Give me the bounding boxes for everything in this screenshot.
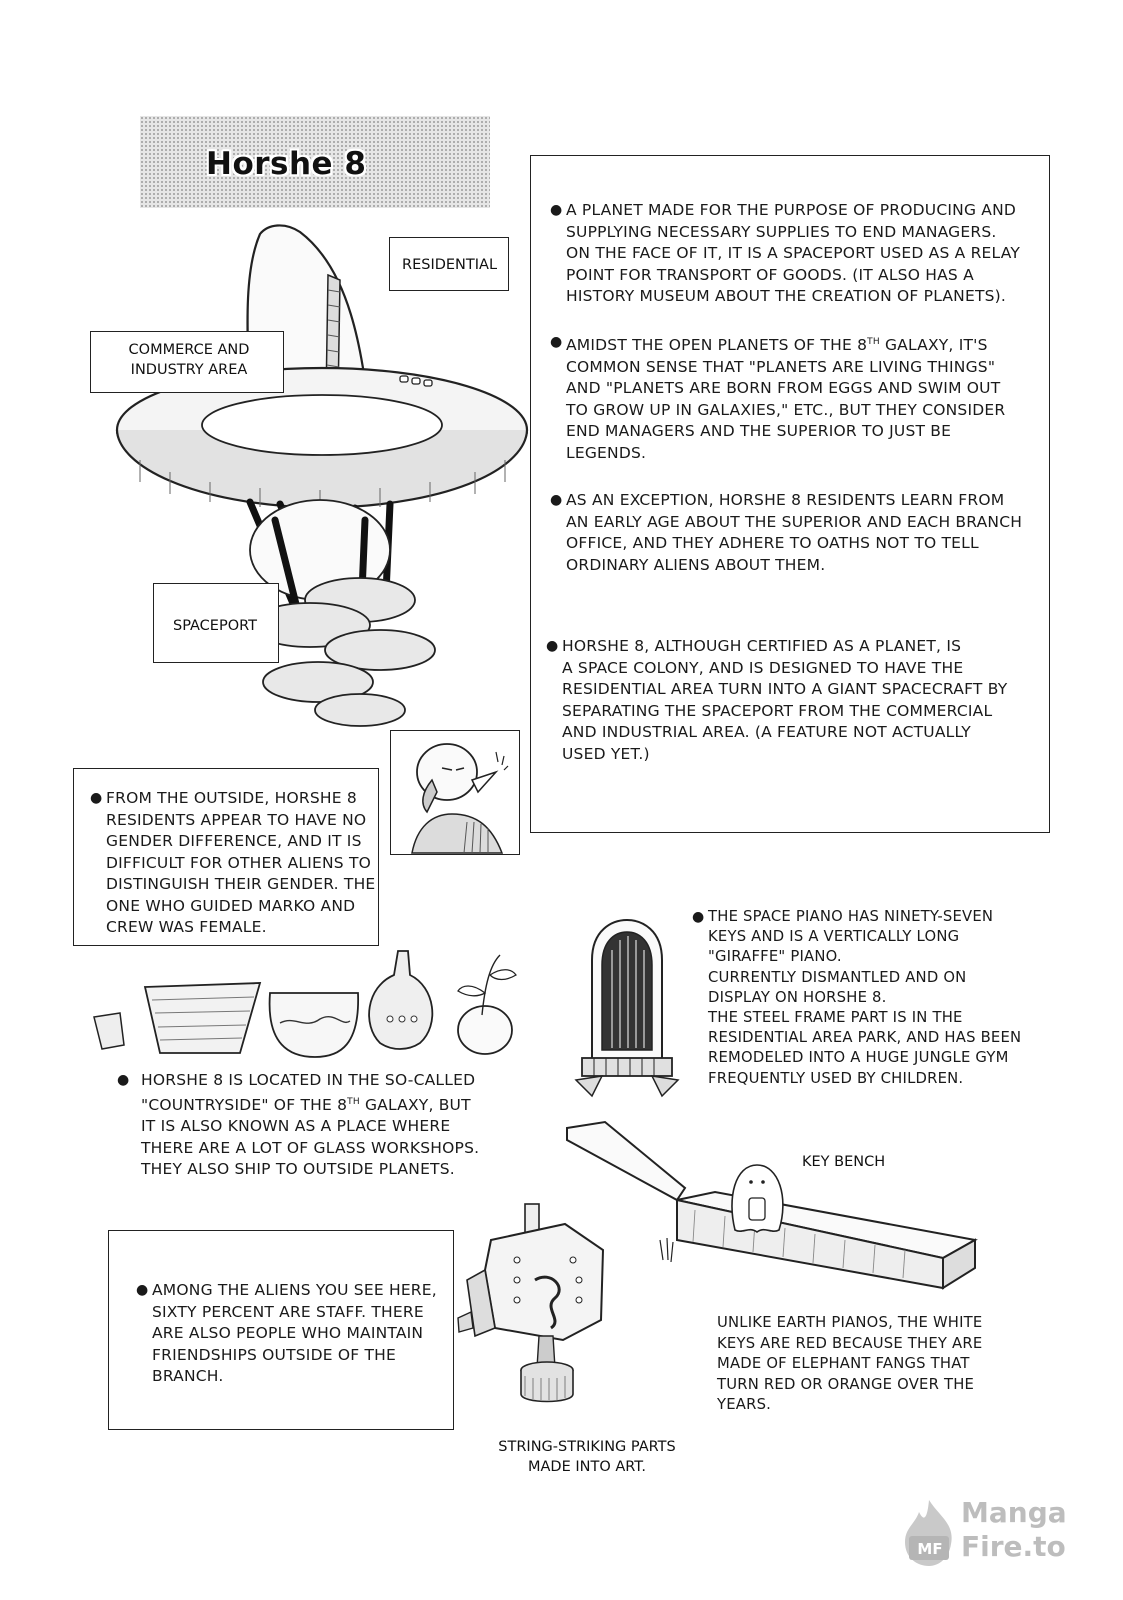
- watermark-line-2: Fire.to: [961, 1530, 1066, 1563]
- alien-character-portrait: [392, 732, 518, 853]
- bullet-dot: ●: [550, 492, 563, 508]
- bullet-dot: ●: [136, 1282, 149, 1298]
- text-line: CREW WAS FEMALE.: [106, 918, 267, 936]
- red-keys-note: [717, 1313, 982, 1416]
- text-line: ARE ALSO PEOPLE WHO MAINTAIN: [152, 1324, 424, 1342]
- text-line: DIFFICULT FOR OTHER ALIENS TO: [106, 853, 372, 872]
- mangafire-watermark: [899, 1498, 1079, 1568]
- text-line: MADE OF ELEPHANT FANGS THAT: [717, 1355, 970, 1372]
- watermark-badge: MF: [917, 1540, 943, 1558]
- text-line: "GIRAFFE" PIANO.: [708, 948, 842, 966]
- page-title: Horshe 8: [206, 146, 367, 182]
- text-line: SUPPLYING NECESSARY SUPPLIES TO END MANAGERS.: [566, 222, 997, 241]
- text-line: AMONG THE ALIENS YOU SEE HERE,: [152, 1281, 437, 1299]
- text-line: AMIDST THE OPEN PLANETS OF THE 8TH GALAXY, IT'S: [566, 336, 988, 355]
- text-line: AND INDUSTRIAL AREA. (A FEATURE NOT ACTUALLY: [562, 723, 971, 741]
- text-line: RESIDENTIAL AREA PARK, AND HAS BEEN: [708, 1029, 1022, 1047]
- space-piano-note: [692, 907, 1022, 1089]
- text-line: HORSHE 8, ALTHOUGH CERTIFIED AS A PLANET, IS: [562, 637, 962, 655]
- key-bench-illustration: [565, 1120, 985, 1300]
- text-line: TO GROW UP IN GALAXIES," ETC., BUT THEY CONSIDER: [566, 400, 1006, 419]
- text-line: REMODELED INTO A HUGE JUNGLE GYM: [708, 1049, 1009, 1067]
- residential-label: RESIDENTIAL: [402, 257, 498, 273]
- text-line: OFFICE, AND THEY ADHERE TO OATHS NOT TO TELL: [566, 534, 979, 552]
- main-bullet-1: [550, 200, 1020, 308]
- commerce-label-line: INDUSTRY AREA: [130, 362, 248, 378]
- text-line: USED YET.): [562, 744, 650, 763]
- string-parts-label-line: MADE INTO ART.: [527, 1459, 647, 1475]
- text-line: COMMON SENSE THAT "PLANETS ARE LIVING THINGS": [566, 357, 996, 376]
- glass-workshop-note: [117, 1070, 480, 1181]
- text-line: DISTINGUISH THEIR GENDER. THE: [106, 875, 376, 893]
- bullet-dot: ●: [546, 638, 559, 654]
- bullet-dot: ●: [90, 790, 103, 806]
- bullet-dot: ●: [550, 202, 563, 218]
- bullet-dot: ●: [692, 909, 705, 925]
- text-line: KEYS ARE RED BECAUSE THEY ARE: [717, 1334, 983, 1352]
- string-parts-label: [492, 1437, 682, 1477]
- text-line: A PLANET MADE FOR THE PURPOSE OF PRODUCING AND: [566, 201, 1017, 219]
- text-line: IT IS ALSO KNOWN AS A PLACE WHERE: [141, 1117, 451, 1136]
- text-line: END MANAGERS AND THE SUPERIOR TO JUST BE: [566, 422, 952, 441]
- watermark-line-1: Manga: [961, 1496, 1067, 1529]
- text-line: UNLIKE EARTH PIANOS, THE WHITE: [717, 1314, 983, 1331]
- text-line: SIXTY PERCENT ARE STAFF. THERE: [152, 1302, 424, 1321]
- commerce-label: [124, 340, 254, 380]
- text-line: ORDINARY ALIENS ABOUT THEM.: [566, 555, 826, 574]
- text-line: BRANCH.: [152, 1367, 224, 1385]
- main-bullet-3: [550, 490, 1023, 576]
- text-line: GENDER DIFFERENCE, AND IT IS: [106, 832, 362, 850]
- main-bullet-2: [550, 332, 1006, 464]
- text-line: "COUNTRYSIDE" OF THE 8TH GALAXY, BUT: [141, 1095, 471, 1114]
- staff-note: [136, 1280, 437, 1388]
- text-line: CURRENTLY DISMANTLED AND ON: [708, 968, 967, 986]
- glassware-illustration: [90, 945, 530, 1065]
- key-bench-label: KEY BENCH: [802, 1154, 886, 1170]
- text-line: POINT FOR TRANSPORT OF GOODS. (IT ALSO HAS A: [566, 265, 974, 284]
- text-line: LEGENDS.: [566, 443, 647, 462]
- text-line: AND "PLANETS ARE BORN FROM EGGS AND SWIM OUT: [566, 379, 1001, 398]
- string-parts-label-line: STRING-STRIKING PARTS: [498, 1439, 676, 1455]
- text-line: TURN RED OR ORANGE OVER THE: [717, 1375, 975, 1393]
- text-line: ONE WHO GUIDED MARKO AND: [106, 896, 356, 915]
- main-bullet-4: [546, 636, 1008, 765]
- bullet-dot: ●: [550, 334, 563, 350]
- text-line: DISPLAY ON HORSHE 8.: [708, 988, 887, 1006]
- text-line: FREQUENTLY USED BY CHILDREN.: [708, 1069, 964, 1087]
- text-line: THE STEEL FRAME PART IS IN THE: [708, 1009, 963, 1027]
- spaceport-label: SPACEPORT: [173, 618, 258, 634]
- space-piano-illustration: [572, 920, 682, 1100]
- text-line: YEARS.: [717, 1396, 772, 1413]
- gender-note: [90, 788, 376, 939]
- text-line: SEPARATING THE SPACEPORT FROM THE COMMERCIAL: [562, 701, 993, 720]
- string-striking-art-illustration: [455, 1200, 615, 1410]
- text-line: RESIDENTS APPEAR TO HAVE NO: [106, 810, 367, 829]
- text-line: HISTORY MUSEUM ABOUT THE CREATION OF PLANETS).: [566, 287, 1007, 305]
- text-line: FRIENDSHIPS OUTSIDE OF THE: [152, 1345, 396, 1364]
- text-line: FROM THE OUTSIDE, HORSHE 8: [106, 789, 357, 807]
- commerce-label-line: COMMERCE AND: [128, 342, 250, 358]
- text-line: THEY ALSO SHIP TO OUTSIDE PLANETS.: [141, 1160, 455, 1179]
- text-line: THERE ARE A LOT OF GLASS WORKSHOPS.: [141, 1138, 480, 1157]
- text-line: AN EARLY AGE ABOUT THE SUPERIOR AND EACH BRANCH: [566, 512, 1023, 531]
- text-line: THE SPACE PIANO HAS NINETY-SEVEN: [708, 908, 994, 925]
- text-line: KEYS AND IS A VERTICALLY LONG: [708, 928, 960, 946]
- text-line: HORSHE 8 IS LOCATED IN THE SO-CALLED: [141, 1071, 476, 1089]
- bullet-dot: ●: [117, 1072, 130, 1088]
- text-line: ON THE FACE OF IT, IT IS A SPACEPORT USED AS A RELAY: [566, 244, 1020, 262]
- text-line: RESIDENTIAL AREA TURN INTO A GIANT SPACECRAFT BY: [562, 680, 1008, 698]
- text-line: A SPACE COLONY, AND IS DESIGNED TO HAVE THE: [562, 658, 964, 677]
- text-line: AS AN EXCEPTION, HORSHE 8 RESIDENTS LEARN FROM: [566, 491, 1005, 509]
